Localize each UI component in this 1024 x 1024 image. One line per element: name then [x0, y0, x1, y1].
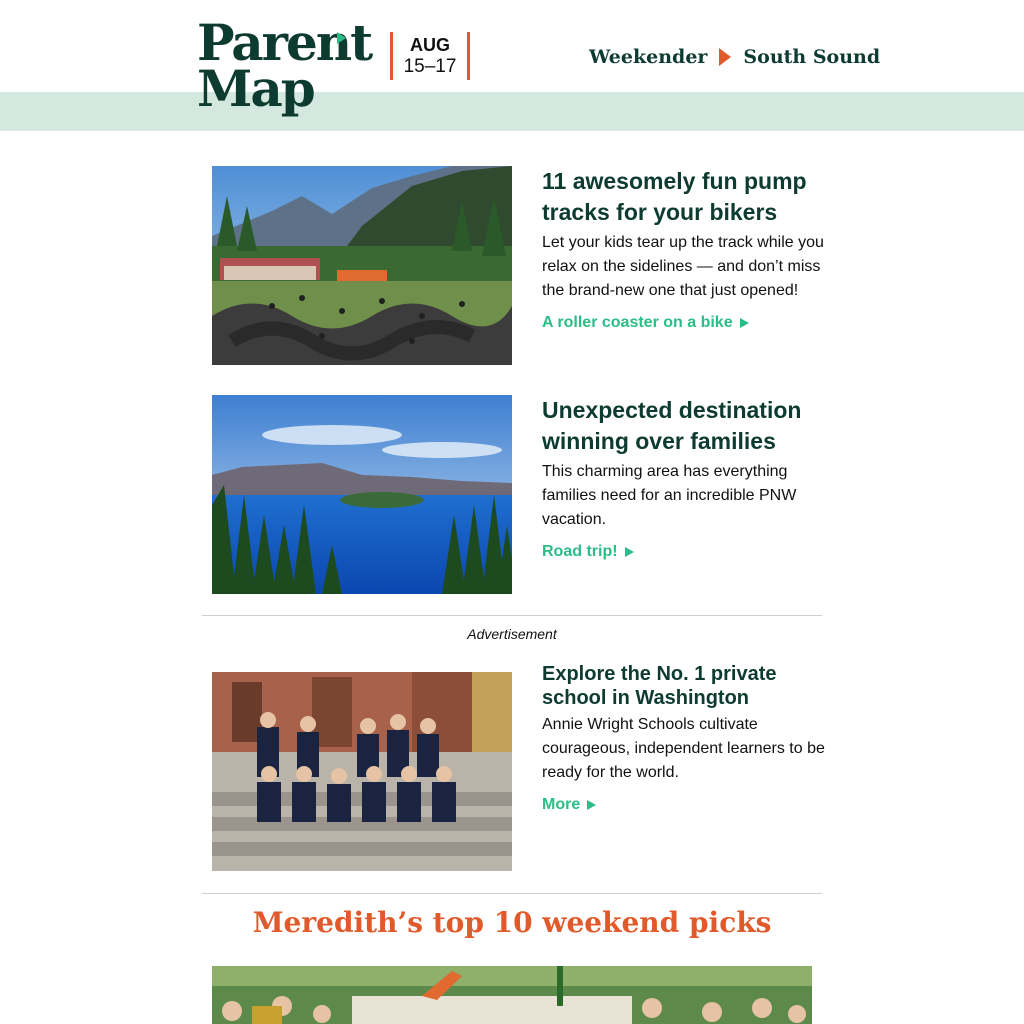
issue-days: 15–17	[403, 56, 457, 77]
article-text	[542, 395, 827, 561]
edition-nav	[589, 44, 880, 70]
nav-arrow-icon	[719, 48, 731, 66]
logo-play-icon	[337, 32, 346, 44]
pump-track-photo[interactable]	[212, 166, 512, 365]
play-arrow-icon	[740, 318, 749, 328]
advertisement-link-label: More	[542, 796, 581, 813]
advertisement-link[interactable]	[542, 796, 827, 814]
divider	[202, 615, 822, 616]
parentmap-logo[interactable]	[197, 13, 372, 122]
article-description: This charming area has everything families need for an incredible PNW vacation.	[542, 463, 797, 528]
article-description: Let your kids tear up the track while you relax on the sidelines — and don’t miss the brand-new one that just opened!	[542, 234, 824, 299]
play-arrow-icon	[625, 547, 634, 557]
nav-weekender[interactable]: Weekender	[589, 46, 708, 68]
advertisement-text	[542, 662, 827, 814]
article-link[interactable]	[542, 543, 827, 561]
logo-word-map: Map	[197, 59, 314, 118]
logo-word-parent: Parent	[197, 13, 372, 72]
article-link-label: Road trip!	[542, 543, 618, 560]
advertisement-label: Advertisement	[467, 626, 557, 642]
article-text	[542, 166, 827, 332]
divider	[202, 893, 822, 894]
article-link[interactable]	[542, 314, 827, 332]
article-link-label: A roller coaster on a bike	[542, 314, 733, 331]
play-arrow-icon	[587, 800, 596, 810]
section-title: Meredith’s top 10 weekend picks	[252, 906, 772, 939]
nav-south-sound[interactable]: South Sound	[743, 46, 881, 68]
students-photo[interactable]	[212, 672, 512, 871]
issue-date	[390, 32, 470, 80]
issue-month: AUG	[410, 35, 450, 55]
crater-lake-photo[interactable]	[212, 395, 512, 594]
article-title[interactable]: 11 awesomely fun pump tracks for your bikers	[542, 168, 807, 225]
advertisement-title[interactable]: Explore the No. 1 private school in Washington	[542, 663, 777, 709]
advertisement-description: Annie Wright Schools cultivate courageous, independent learners to be ready for the world.	[542, 716, 825, 781]
weekend-picks-photo[interactable]	[212, 966, 812, 1024]
header-band	[0, 92, 1024, 131]
article-title[interactable]: Unexpected destination winning over families	[542, 397, 802, 454]
